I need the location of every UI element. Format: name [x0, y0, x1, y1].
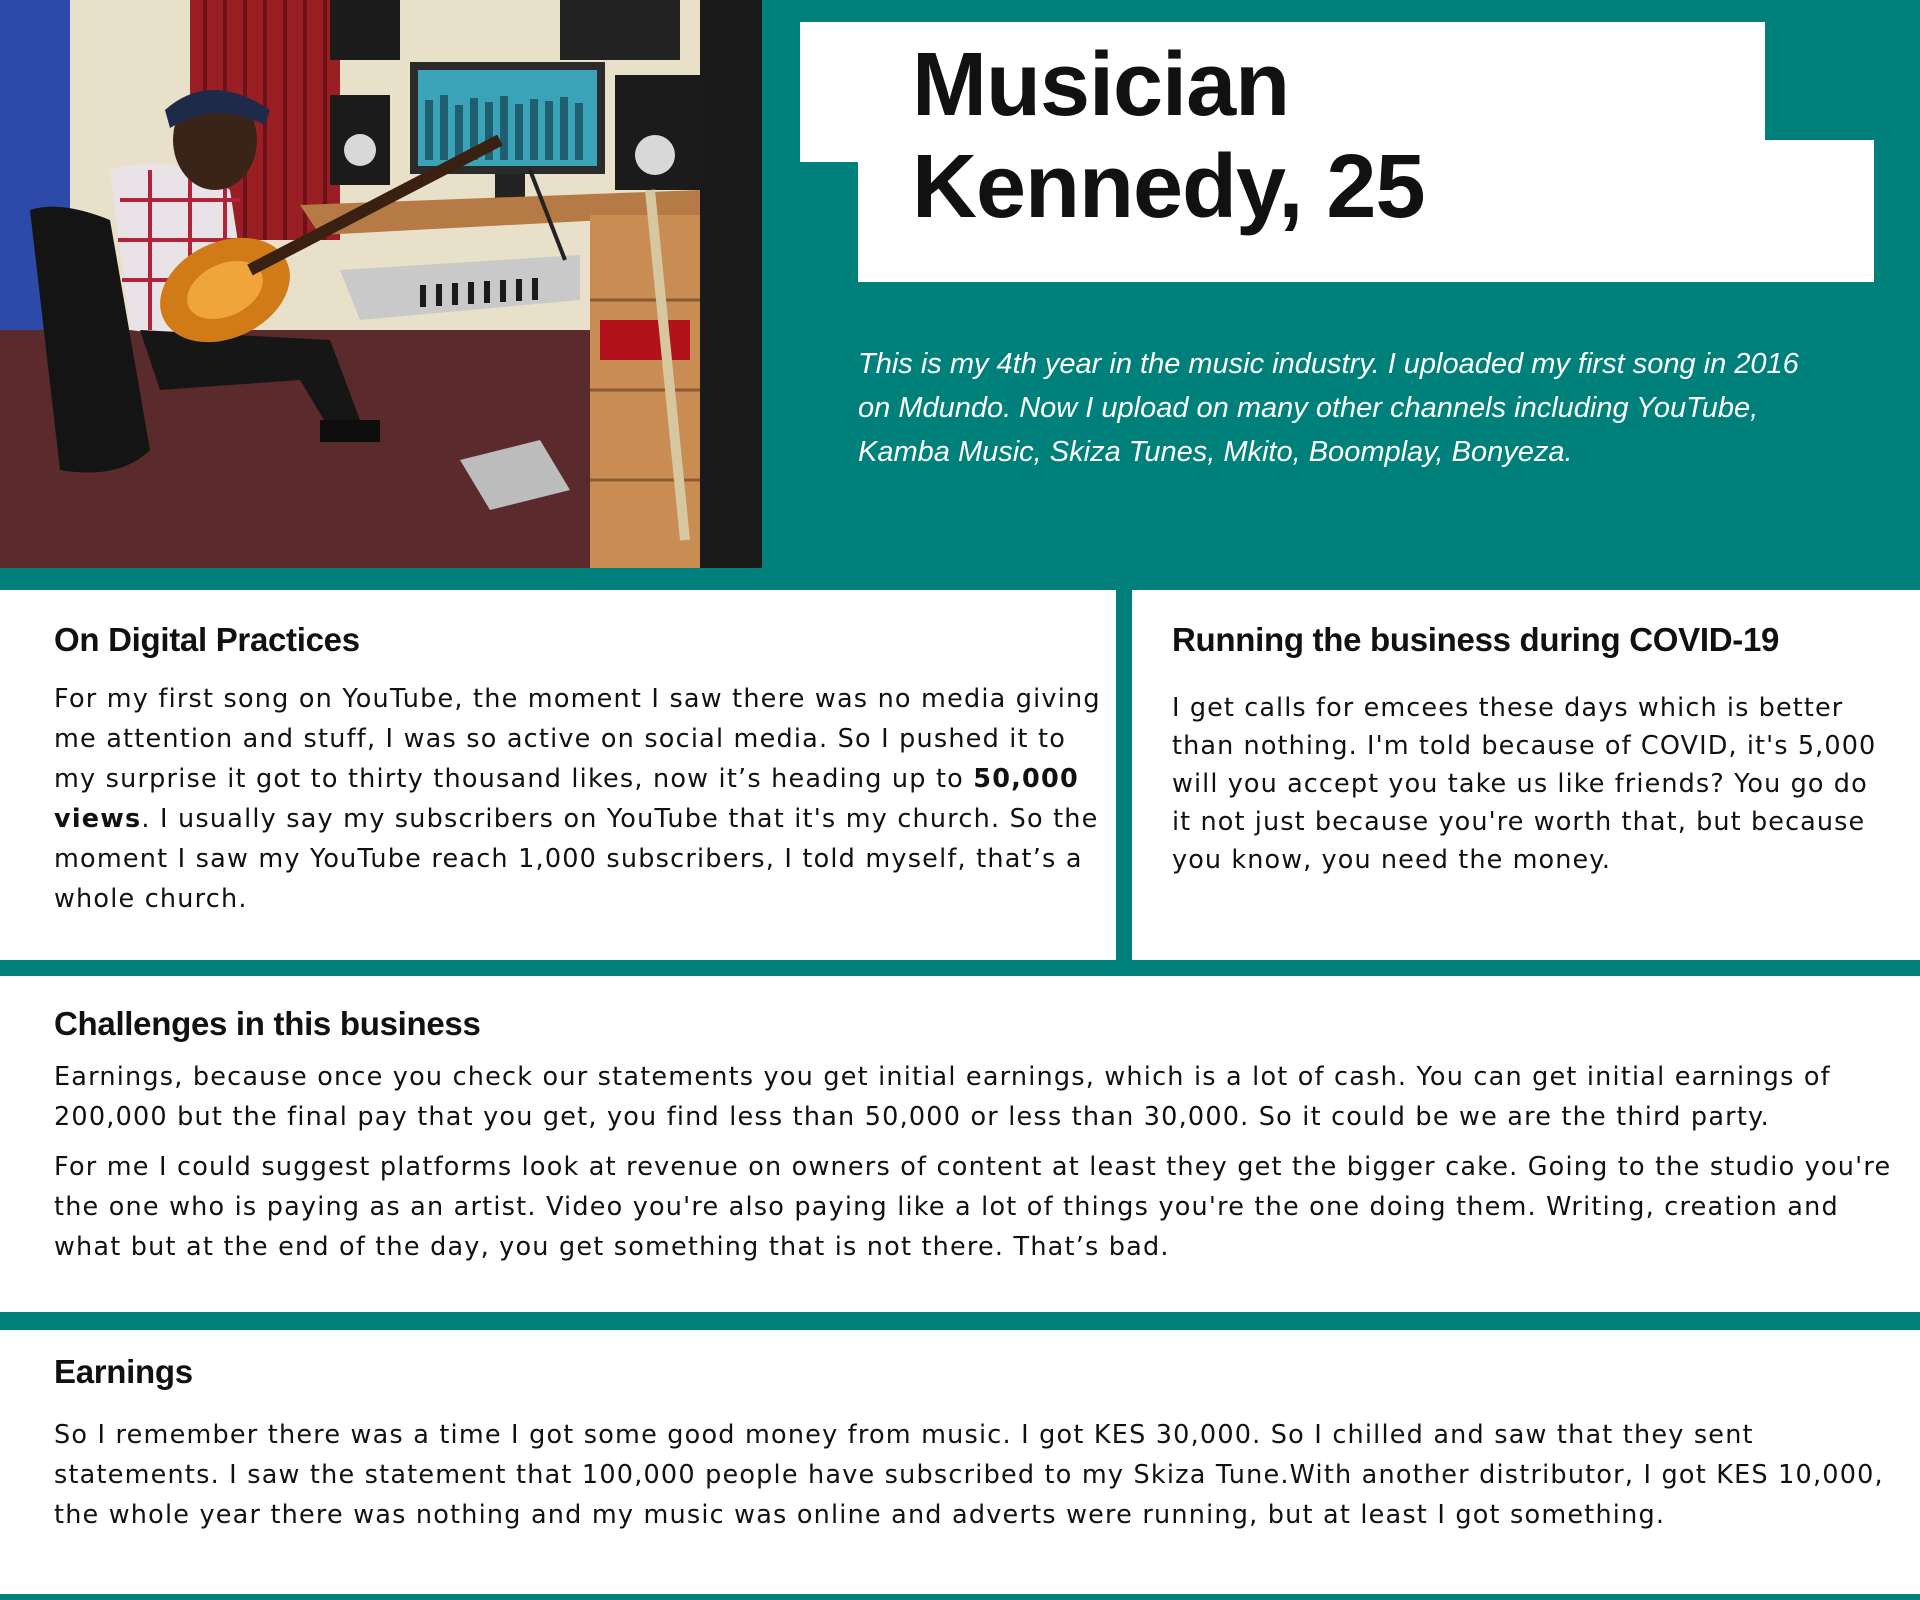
digital-text-part2: . I usually say my subscribers on YouTube that it's my church. So the moment I saw my YouTube reach 1,000 subscribers, I told myself, that’s a whole church. [54, 804, 1099, 914]
title-name-age: Kennedy, 25 [912, 137, 1425, 237]
intro-quote: This is my 4th year in the music industry. I uploaded my first song in 2016 on Mdundo. Now I upload on many other channels including YouTube, Kamba Music, Skiza Tunes, Mkito, Boomplay, Bonyeza. [858, 348, 1799, 468]
page-title [912, 34, 1425, 238]
views-highlight: 50,000 views [54, 764, 1079, 834]
column-divider [1116, 590, 1132, 960]
header-band [0, 0, 1920, 568]
top-speaker-right [560, 0, 680, 60]
covid-text: I get calls for emcees these days which is better than nothing. I'm told because of COVID, it's 5,000 will you accept you take us like friends? You go do it not just because you're worth that, but because you know, you need the money. [1172, 693, 1877, 875]
studio-illustration [0, 0, 762, 568]
separator-bar [0, 960, 1920, 976]
audio-interface [600, 320, 690, 360]
digital-practices-heading: On Digital Practices [54, 621, 360, 658]
dark-wall [700, 0, 762, 568]
separator-bar [0, 568, 1920, 590]
challenges-paragraph-1: Earnings, because once you check our statements you get initial earnings, which is a lot of cash. You can get initial earnings of 200,000 but the final pay that you get, you find less than 50,000 or less than 30,000. So it could be we are the third party. [54, 1062, 1831, 1132]
top-speaker-left [330, 0, 400, 60]
title-role: Musician [912, 35, 1290, 135]
speaker-cone-left [344, 134, 376, 166]
shoe [320, 420, 380, 442]
covid-heading: Running the business during COVID-19 [1172, 621, 1780, 658]
speaker-cone-right [635, 135, 675, 175]
footer-bar [0, 1594, 1920, 1600]
separator-bar [0, 1312, 1920, 1330]
monitor-stand [495, 174, 525, 198]
earnings-heading: Earnings [54, 1353, 193, 1390]
musician-photo [0, 0, 762, 568]
digital-practices-text [54, 679, 1104, 919]
challenges-paragraph-2: For me I could suggest platforms look at revenue on owners of content at least they get the bigger cake. Going to the studio you're the one who is paying as an artist. Video you're also paying like a lot of things you're the one doing them. Writing, creation and what but at the end of the day, you get something that is not there. That’s bad. [54, 1152, 1892, 1262]
earnings-text: So I remember there was a time I got some good money from music. I got KES 30,000. So I chilled and saw that they sent statements. I saw the statement that 100,000 people have subscribed to my Skiza Tune.With another distributor, I got KES 10,000, the whole year there was nothing and my music was online and adverts were running, but at least I got something. [54, 1420, 1884, 1530]
digital-text-part1: For my first song on YouTube, the moment I saw there was no media giving me attention and stuff, I was so active on social media. So I pushed it to my surprise it got to thirty thousand likes, now it’s heading up to [54, 684, 1101, 794]
challenges-heading: Challenges in this business [54, 1005, 481, 1042]
